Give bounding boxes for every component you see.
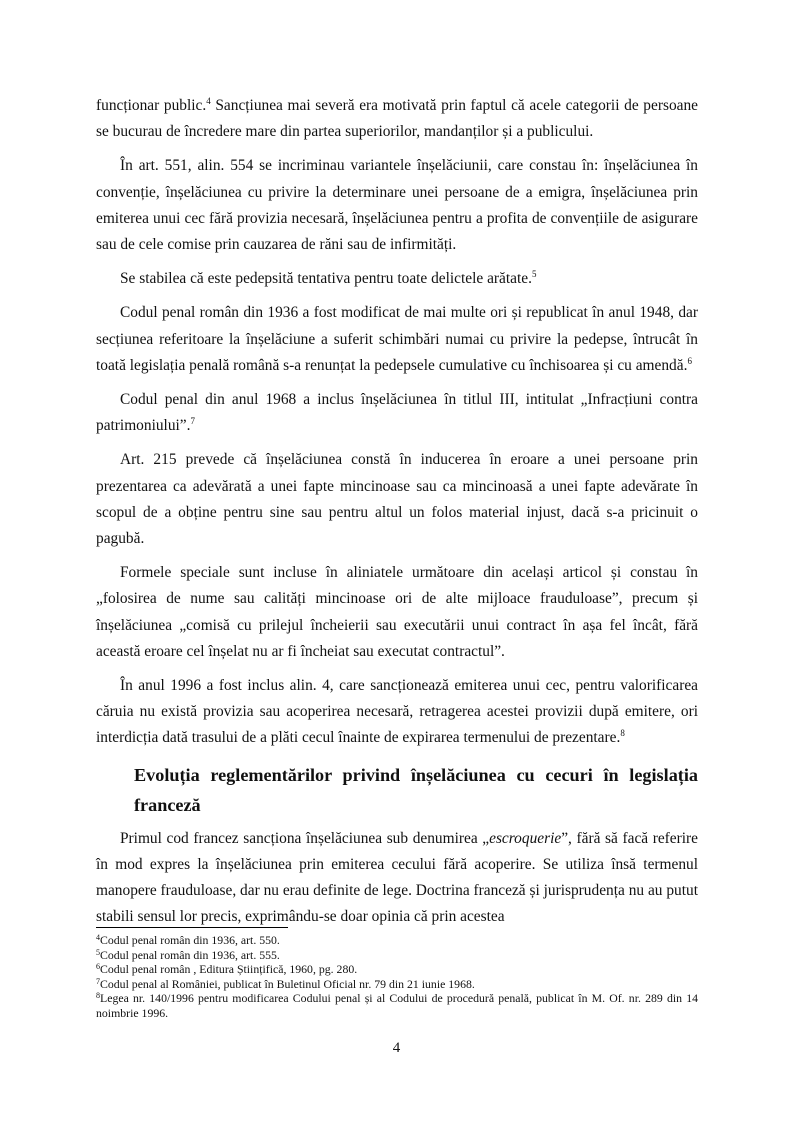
footnote-number: 4	[96, 933, 100, 942]
footnote-reference: 5	[531, 269, 537, 280]
paragraph-text: În anul 1996 a fost inclus alin. 4, care sancționează emiterea unui cec, pentru valorificarea căruia nu există provizia sau acoperirea necesară, retragerea acestei provizii după emitere, ori interdicția dată trasului de a plăti cecul înainte de expirarea termenului de prezentare.	[96, 677, 698, 747]
paragraph-text: funcționar public.	[96, 97, 207, 114]
footnote-reference: 4	[206, 96, 211, 106]
footnote-number: 7	[96, 976, 100, 986]
footnote-number: 5	[96, 947, 100, 957]
footnote-text: Legea nr. 140/1996 pentru modificarea Codului penal și al Codului de procedură penală, publicat în M. Of. nr. 289 din 14 noimbrie 1996.	[96, 991, 698, 1020]
paragraph	[96, 93, 698, 145]
paragraph-text: În art. 551, alin. 554 se incriminau variantele înșelăciunii, care constau în: înșelăciunea în convenție, înșelăciunea cu privire la determinare unei persoane de a emigra, înșelăciunea prin emiterea unui cec fără provizia necesară, înșelăciunea pentru a profita de convențiile de asigurare sau de cele comise prin cauzarea de răni sau de infirmități.	[96, 157, 698, 254]
footnote-reference: 7	[190, 416, 195, 427]
footnote-text: Codul penal român din 1936, art. 550.	[100, 933, 280, 947]
section-heading: Evoluția reglementărilor privind înșelăciunea cu cecuri în legislația franceză	[134, 764, 698, 815]
page-body	[96, 93, 698, 938]
paragraph	[96, 153, 698, 258]
paragraph-text: Se stabilea că este pedepsită tentativa pentru toate delictele arătate.	[120, 270, 532, 288]
paragraph	[96, 826, 698, 931]
footnote	[96, 991, 698, 1020]
paragraph-text: ”, fără să facă referire în mod expres la înșelăciunea prin emiterea cecului fără acoperire. Se utiliza însă termenul manopere frauduloase, dar nu erau definite de lege. Doctrina franceză și jurisprudența nu au putut stabili sensul lor precis, exprimându-se doar opinia că prin acestea	[96, 829, 698, 926]
paragraph	[96, 300, 698, 379]
paragraph-text: Codul penal din anul 1968 a inclus înșelăciunea în titlul III, intitulat „Infracțiuni contra patrimoniului”.	[96, 391, 698, 435]
emphasized-text: escroquerie	[489, 829, 562, 847]
paragraph	[96, 266, 698, 292]
paragraph	[96, 560, 698, 665]
paragraph-text: Formele speciale sunt incluse în aliniatele următoare din același articol și constau în „folosirea de nume sau calități mincinoase ori de alte mijloace frauduloase”, precum și înșelăciunea „comisă cu prilejul încheierii sau executării unui contract în așa fel încât, fără această eroare cel înșelat nu ar fi încheiat sau executat contractul”.	[96, 564, 698, 660]
body-text-after-heading	[96, 826, 698, 931]
footnote	[96, 933, 698, 948]
page-number: 4	[392, 1040, 401, 1056]
paragraph	[96, 387, 698, 439]
paragraph-text: Codul penal român din 1936 a fost modificat de mai multe ori și republicat în anul 1948, dar secțiunea referitoare la înșelăciune a suferit schimbări numai cu privire la pedepse, întrucât în toată legislația penală română s-a renunțat la pedepsele cumulative cu închisoarea și cu amendă.	[96, 304, 698, 374]
paragraph-text: Art. 215 prevede că înșelăciunea constă în inducerea în eroare a unei persoane prin prezentarea ca adevărată a unei fapte mincinoase sau ca mincinoasă a unei fapte adevărate în scopul de a obține pentru sine sau pentru altul un folos material injust, dacă s-a pricinuit o pagubă.	[96, 451, 698, 548]
footnote-reference: 8	[620, 728, 625, 739]
footnote-number: 8	[96, 991, 100, 1001]
footnote-number: 6	[96, 962, 100, 972]
paragraph	[96, 673, 698, 752]
paragraph-text: Primul cod francez sancționa înșelăciunea sub denumirea „	[120, 829, 490, 847]
footnote	[96, 948, 698, 963]
footnote-separator	[96, 927, 288, 928]
footnotes	[96, 933, 698, 1021]
footnote-text: Codul penal al României, publicat în Buletinul Oficial nr. 79 din 21 iunie 1968.	[100, 976, 475, 991]
footnote-text: Codul penal român , Editura Științifică, 1960, pg. 280.	[100, 962, 358, 977]
paragraph	[96, 447, 698, 552]
paragraph-text: Sancțiunea mai severă era motivată prin faptul că acele categorii de persoane se bucurau de încredere mare din partea superiorilor, mandanților și a publicului.	[96, 97, 698, 141]
footnote	[96, 977, 698, 992]
footnote	[96, 962, 698, 977]
footnote-reference: 6	[687, 355, 692, 366]
body-text-before-heading	[96, 93, 698, 752]
footnote-text: Codul penal român din 1936, art. 555.	[100, 947, 280, 962]
